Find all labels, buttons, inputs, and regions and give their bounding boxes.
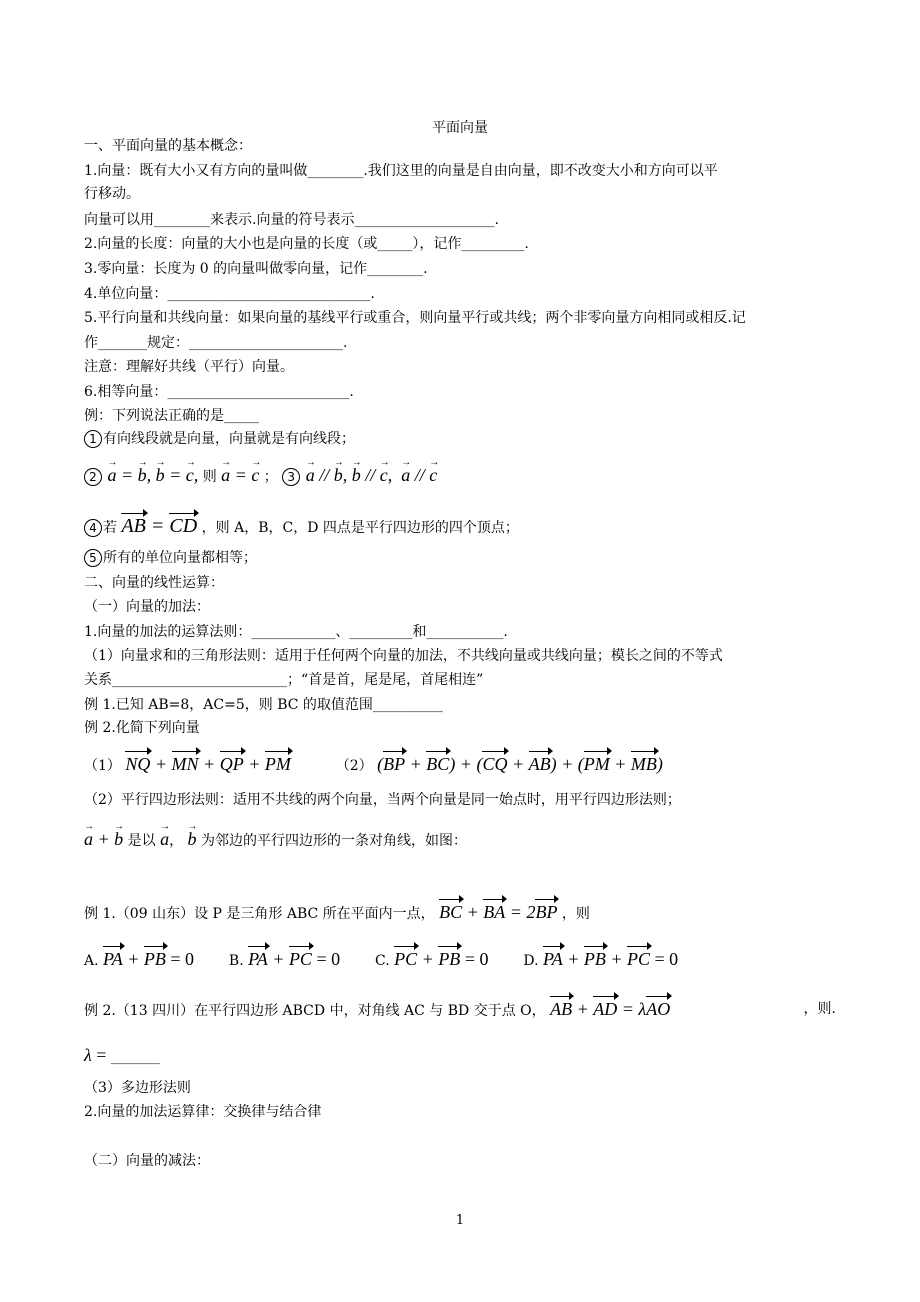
simplify-label-1: （1） — [84, 758, 121, 774]
formula-simplify-1: NQ + MN + QP + PM — [125, 754, 291, 774]
option-1 — [84, 430, 355, 448]
option-number-4: 4 — [84, 519, 102, 537]
subsection-addition: （一）向量的加法： — [84, 599, 210, 615]
formula-ab-eq-cd: AB = CD — [121, 515, 198, 537]
example-question: 例：下列说法正确的是_____ — [84, 408, 259, 424]
formula-bc-plus-ba: BC + BA = 2BP — [439, 902, 558, 922]
exercise-1-options — [84, 947, 678, 973]
example-1-range: 例 1.已知 AB=8，AC=5，则 BC 的取值范围__________ — [84, 697, 443, 713]
triangle-rule: （1）向量求和的三角形法则：适用于任何两个向量的加法，不共线向量或共线向量；模长之间的不等式 — [84, 648, 723, 664]
lambda-answer — [84, 1043, 160, 1069]
exercise-1 — [84, 900, 590, 926]
option-1-text: 有向线段就是向量，向量就是有向线段； — [103, 431, 355, 447]
vector-notation: 向量可以用________来表示.向量的符号表示____________________. — [84, 212, 499, 228]
option-5 — [84, 549, 257, 567]
definition-length: 2.向量的长度：向量的大小也是向量的长度（或_____），记作_________. — [84, 236, 529, 252]
choice-c-label: C. — [375, 953, 390, 969]
option-number-5: 5 — [84, 549, 102, 567]
example-2-simplify: 例 2.化简下列向量 — [84, 720, 200, 736]
definition-unit-vector: 4.单位向量：_____________________________. — [84, 286, 375, 302]
lambda-blank: _______ — [110, 1049, 160, 1065]
parallelogram-diagonal: a → + b → 是以 a →， b → 为邻边的平行四边形的一条对角线，如图： — [84, 827, 467, 853]
exercise-2 — [84, 997, 836, 1023]
addition-laws: 2.向量的加法运算律：交换律与结合律 — [84, 1104, 322, 1120]
formula-vector-a: a → — [160, 829, 169, 849]
simplify-label-2: （2） — [335, 758, 373, 774]
option-4-if: 若 — [103, 520, 117, 536]
note-collinear: 注意：理解好共线（平行）向量。 — [84, 359, 294, 375]
option-number-2: 2 — [84, 468, 102, 486]
formula-lambda: λ = — [84, 1045, 107, 1065]
addition-rules: 1.向量的加法的运算法则：____________、_________和___________. — [84, 624, 508, 640]
formula-parallel: a → // b →, b → // c →, a → // c → — [306, 465, 438, 485]
option-2-and-3: 2 a → = b →, b → = c →, 则 a → = c → ； 3 a → // b →, b → // c →, a → // c → — [84, 462, 437, 490]
page-title: 平面向量 — [432, 120, 488, 136]
parallelogram-tail-text: 为邻边的平行四边形的一条对角线，如图： — [200, 833, 467, 849]
formula-ab-plus-ad: AB + AD = λAO — [550, 999, 671, 1019]
exercise-2-text: 例 2.（13 四川）在平行四边形 ABCD 中，对角线 AC 与 BD 交于点 O， — [84, 1003, 546, 1019]
choice-b-label: B. — [228, 953, 244, 969]
option-4-tail: ，则 A，B，C，D 四点是平行四边形的四个顶点； — [201, 520, 519, 536]
exercise-1-tail: ，则 — [561, 906, 590, 922]
page-number: 1 — [455, 1213, 465, 1228]
definition-vector-cont: 行移动。 — [84, 186, 140, 202]
section-heading-basic-concepts: 一、平面向量的基本概念： — [84, 138, 252, 154]
choice-b-formula: PA + PC = 0 — [248, 949, 341, 969]
exercise-1-text: 例 1.（09 山东）设 P 是三角形 ABC 所在平面内一点， — [84, 906, 435, 922]
exercise-2-tail: ，则. — [803, 1001, 836, 1017]
option-number-3: 3 — [282, 468, 300, 486]
subsection-subtraction: （二）向量的减法： — [84, 1153, 210, 1169]
formula-simplify-2: (BP + BC) + (CQ + AB) + (PM + MB) — [377, 754, 663, 774]
formula-a-eq-b-b-eq-c: a → = b →, b → = c →, — [107, 465, 198, 485]
choice-a-formula: PA + PB = 0 — [103, 949, 194, 969]
simplify-expressions — [84, 752, 663, 778]
choice-c-formula: PC + PB = 0 — [394, 949, 489, 969]
definition-zero-vector: 3.零向量：长度为 0 的向量叫做零向量，记作________. — [84, 261, 428, 277]
polygon-rule: （3）多边形法则 — [84, 1080, 191, 1096]
definition-parallel-vectors: 5.平行向量和共线向量：如果向量的基线平行或重合，则向量平行或共线；两个非零向量方向相同或相反.记 — [84, 310, 746, 326]
option-4 — [84, 514, 519, 540]
definition-equal-vectors: 6.相等向量：__________________________. — [84, 384, 354, 400]
choice-a-label: A. — [84, 953, 99, 969]
option-5-text: 所有的单位向量都相等； — [103, 550, 257, 566]
option-number-1: 1 — [84, 430, 102, 448]
definition-vector: 1.向量：既有大小又有方向的量叫做________.我们这里的向量是自由向量，即不改变大小和方向可以平 — [84, 163, 718, 179]
definition-parallel-vectors-cont: 作_______规定：______________________. — [84, 335, 348, 351]
option-2-then: 则 — [202, 469, 217, 485]
triangle-rule-cont: 关系_________________________；“首是首，尾是尾，首尾相连” — [84, 672, 484, 688]
formula-a-plus-b: a → + b → — [84, 829, 123, 849]
choice-d-formula: PA + PB + PC = 0 — [543, 949, 679, 969]
formula-vector-b: b → — [188, 829, 197, 849]
parallelogram-rule: （2）平行四边形法则：适用不共线的两个向量，当两个向量是同一始点时，用平行四边形法则； — [84, 792, 681, 808]
formula-a-eq-c: a → = c → — [221, 465, 259, 485]
choice-d-label: D. — [523, 953, 539, 969]
section-heading-linear-ops: 二、向量的线性运算： — [84, 575, 224, 591]
parallelogram-mid-text: 是以 — [127, 833, 156, 849]
